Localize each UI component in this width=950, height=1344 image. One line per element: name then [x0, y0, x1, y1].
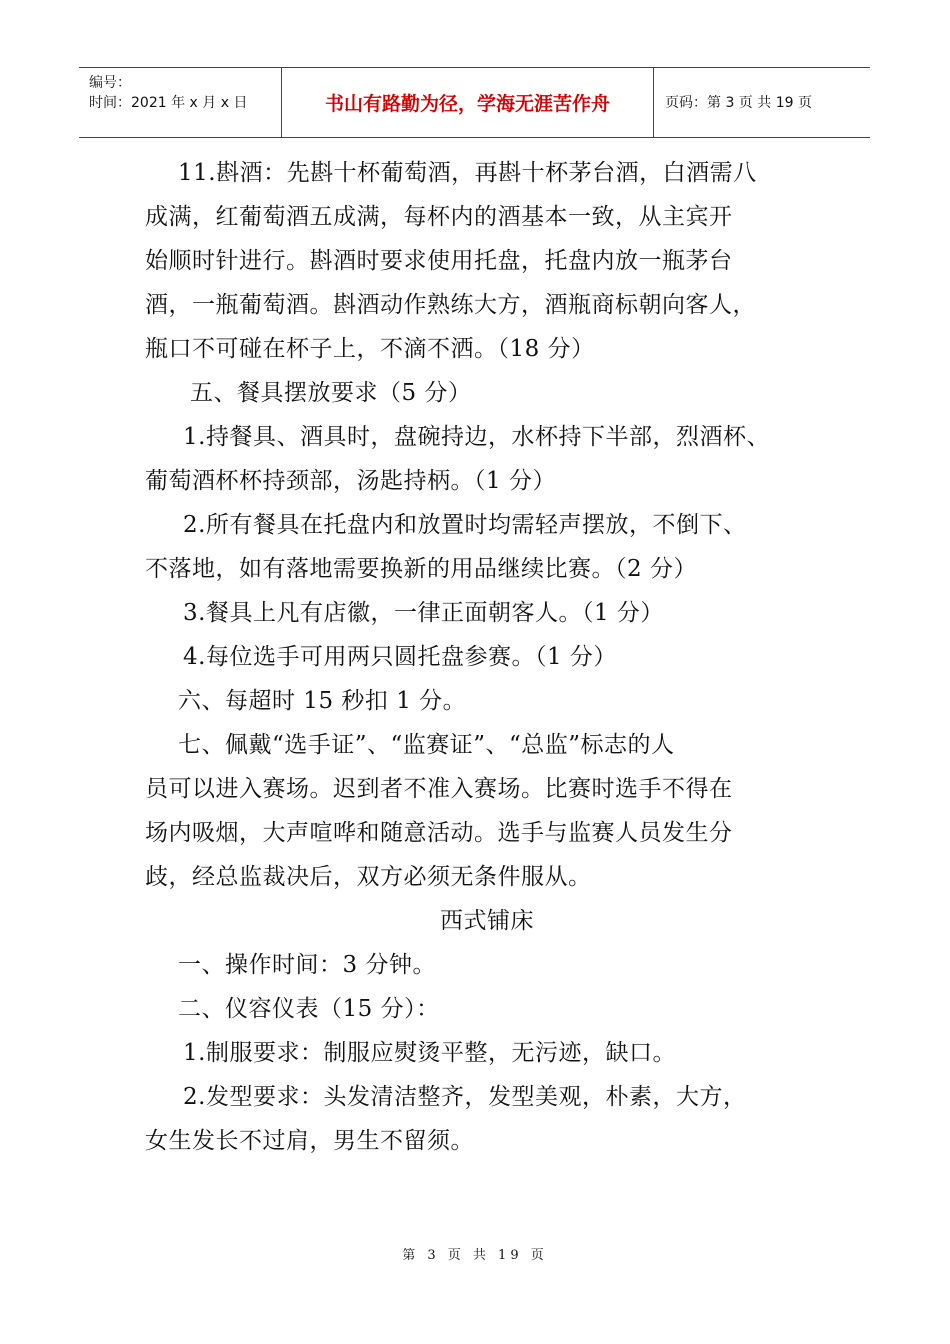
- body-line: 瓶口不可碰在杯子上，不滴不洒。（18 分）: [145, 336, 595, 362]
- section-heading: 二、仪容仪表（15 分）：: [178, 996, 440, 1022]
- body-line: 酒，一瓶葡萄酒。斟酒动作熟练大方，酒瓶商标朝向客人，: [145, 292, 756, 318]
- body-line: 4.每位选手可用两只圆托盘参赛。（1 分）: [183, 644, 617, 670]
- body-line: 葡萄酒杯杯持颈部，汤匙持柄。（1 分）: [145, 468, 556, 494]
- body-line: 员可以进入赛场。迟到者不准入赛场。比赛时选手不得在: [145, 776, 733, 802]
- body-line: 2.发型要求：头发清洁整齐，发型美观，朴素，大方，: [183, 1084, 747, 1110]
- body-line: 成满，红葡萄酒五成满，每杯内的酒基本一致，从主宾开: [145, 204, 733, 230]
- body-line: 歧，经总监裁决后，双方必须无条件服从。: [145, 864, 592, 890]
- motto-text: 书山有路勤为径，学海无涯苦作舟: [324, 93, 610, 115]
- body-line: 1.持餐具、酒具时，盘碗持边，水杯持下半部，烈酒杯、: [183, 424, 770, 450]
- section-heading: 六、每超时 15 秒扣 1 分。: [178, 688, 467, 714]
- date-label: 时间：2021 年 x 月 x 日: [89, 95, 248, 111]
- body-line: 不落地，如有落地需要换新的用品继续比赛。（2 分）: [145, 556, 697, 582]
- body-line: 女生发长不过肩，男生不留须。: [145, 1128, 474, 1154]
- page-footer: [0, 1244, 950, 1263]
- body-line: 场内吸烟，大声喧哗和随意活动。选手与监赛人员发生分: [145, 820, 733, 846]
- body-line: 3.餐具上凡有店徽，一律正面朝客人。（1 分）: [183, 600, 664, 626]
- section-heading: 七、佩戴“选手证”、“监赛证”、“总监”标志的人: [178, 732, 675, 758]
- body-line: 2.所有餐具在托盘内和放置时均需轻声摆放，不倒下、: [183, 512, 747, 538]
- body-line: 11.斟酒：先斟十杯葡萄酒，再斟十杯茅台酒，白酒需八: [178, 160, 757, 186]
- section-heading: 一、操作时间：3 分钟。: [178, 952, 436, 978]
- section-title: 西式铺床: [440, 908, 534, 934]
- header-motto-cell: [282, 68, 654, 137]
- page-info: 页码：第 3 页 共 19 页: [665, 95, 812, 111]
- header-meta-cell: [79, 68, 282, 137]
- number-label: 编号：: [89, 75, 131, 91]
- footer-page-number: 第 3 页 共 19 页: [402, 1248, 548, 1263]
- section-heading: 五、餐具摆放要求（5 分）: [190, 380, 472, 406]
- body-line: 1.制服要求：制服应熨烫平整，无污迹，缺口。: [183, 1040, 676, 1066]
- page-header: [79, 67, 870, 138]
- body-line: 始顺时针进行。斟酒时要求使用托盘，托盘内放一瓶茅台: [145, 248, 733, 274]
